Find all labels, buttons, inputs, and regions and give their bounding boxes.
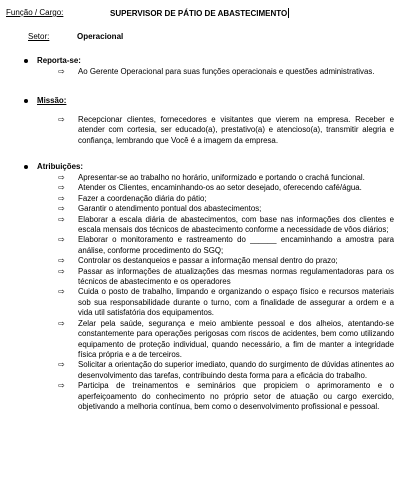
list-item — [24, 256, 394, 266]
bullet-icon — [24, 165, 28, 169]
list-item-text: Controlar os destanqueios e passar a informação mensal dentro do prazo; — [78, 256, 338, 266]
arrow-bullet-icon: ⇨ — [58, 381, 65, 391]
arrow-bullet-icon: ⇨ — [58, 115, 65, 124]
job-title-label: Função / Cargo: — [6, 8, 64, 17]
sector-row — [28, 32, 388, 44]
list-item — [24, 287, 394, 318]
list-item-text: Elaborar a escala diária de abastecimentos, com base nas informações dos clientes e escala mensais dos técnicos de abastecimento conforme a necessidade de vôos diários; — [78, 214, 394, 235]
list-item-text: Passar as informações de atualizações das mesmas normas regulamentadoras para os técnicos de abastecimento e os operadores — [78, 266, 394, 287]
list-item — [24, 235, 394, 256]
arrow-bullet-icon: ⇨ — [58, 214, 65, 224]
section-atribuicoes — [24, 162, 394, 412]
sector-label: Setor: — [28, 32, 50, 41]
section-missao — [24, 96, 394, 146]
sector-value: Operacional — [77, 32, 124, 41]
list-item-text: Garantir o atendimento pontual dos abastecimentos; — [78, 204, 262, 214]
job-title-text: SUPERVISOR DE PÁTIO DE ABASTECIMENTO — [110, 9, 288, 18]
arrow-bullet-icon: ⇨ — [58, 173, 65, 182]
list-item-text: Cuida o posto de trabalho, limpando e organizando o espaço físico e recursos materiais sob sua responsabilidade durante o turno, com a finalidade de assegurar a ordem e a vida util satisfatória dos equipamentos. — [78, 287, 394, 318]
arrow-bullet-icon: ⇨ — [58, 360, 65, 370]
section-title-row — [24, 162, 394, 173]
list-item — [24, 194, 394, 204]
list-item-text: Ao Gerente Operacional para suas funções operacionais e questões administrativas. — [78, 67, 375, 76]
list-item — [24, 319, 394, 361]
list-item — [24, 204, 394, 214]
arrow-bullet-icon: ⇨ — [58, 266, 65, 276]
section-title-row — [24, 96, 394, 107]
list-item-text: Participa de treinamentos e seminários que propiciem o aprimoramento e o aperfeiçoamento do conhecimento no próprio setor de atuação ou cargo exercido, objetivando a melhoria contínua, bem como o desenvolvimento profissional e pessoal. — [78, 381, 394, 411]
text-cursor — [288, 8, 289, 18]
list-item — [24, 115, 394, 146]
arrow-bullet-icon: ⇨ — [58, 318, 65, 328]
list-item — [24, 173, 394, 183]
arrow-bullet-icon: ⇨ — [58, 204, 65, 214]
list-item — [24, 183, 394, 193]
list-item — [24, 215, 394, 236]
list-item — [24, 67, 394, 77]
job-title-row — [6, 8, 396, 20]
arrow-bullet-icon: ⇨ — [58, 183, 65, 193]
section-title: Atribuições: — [37, 162, 84, 171]
list-item-text: Atender os Clientes, encaminhando-os ao setor desejado, oferecendo café/água. — [78, 183, 362, 193]
section-title: Missão: — [37, 96, 67, 105]
bullet-icon — [24, 99, 28, 103]
arrow-bullet-icon: ⇨ — [58, 235, 65, 245]
attributions-list — [24, 173, 394, 412]
arrow-bullet-icon: ⇨ — [58, 67, 65, 76]
list-item — [24, 381, 394, 412]
arrow-bullet-icon: ⇨ — [58, 287, 65, 297]
list-item-text: Elaborar o monitoramento e rastreamento do ______ encaminhando a amostra para análise, conforme procedimento do SGQ; — [78, 235, 394, 255]
list-item-text: Recepcionar clientes, fornecedores e visitantes que vierem na empresa. Receber e atender com cortesia, ser educado(a), prestativo(a) e atencioso(a), transmitir alegria e confiança, lembrando que Você é a imagem da empresa. — [78, 115, 394, 145]
job-title-value[interactable] — [110, 8, 289, 19]
bullet-icon — [24, 59, 28, 63]
list-item-text: Zelar pela saúde, segurança e meio ambiente pessoal e dos alheios, atentando-se constantemente para operações perigosas com riscos de acidentes, bem como utilizando equipamento de proteção individual, quando necessário, a fim de manter a integridade física própria e a de terceiros. — [78, 318, 394, 359]
list-item — [24, 360, 394, 381]
list-item-text: Fazer a coordenação diária do pátio; — [78, 193, 207, 203]
section-title: Reporta-se: — [37, 56, 81, 65]
list-item-text: Apresentar-se ao trabalho no horário, uniformizado e portando o crachá funcional. — [78, 173, 365, 182]
arrow-bullet-icon: ⇨ — [58, 193, 65, 203]
section-title-row — [24, 56, 394, 67]
arrow-bullet-icon: ⇨ — [58, 256, 65, 266]
section-reporta — [24, 56, 394, 77]
list-item — [24, 267, 394, 288]
list-item-text: Solicitar a orientação do superior imediato, quando do surgimento de dúvidas atinentes ao desenvolvimento das tarefas, contribuindo desta forma para a eficácia do trabalho. — [78, 360, 394, 380]
